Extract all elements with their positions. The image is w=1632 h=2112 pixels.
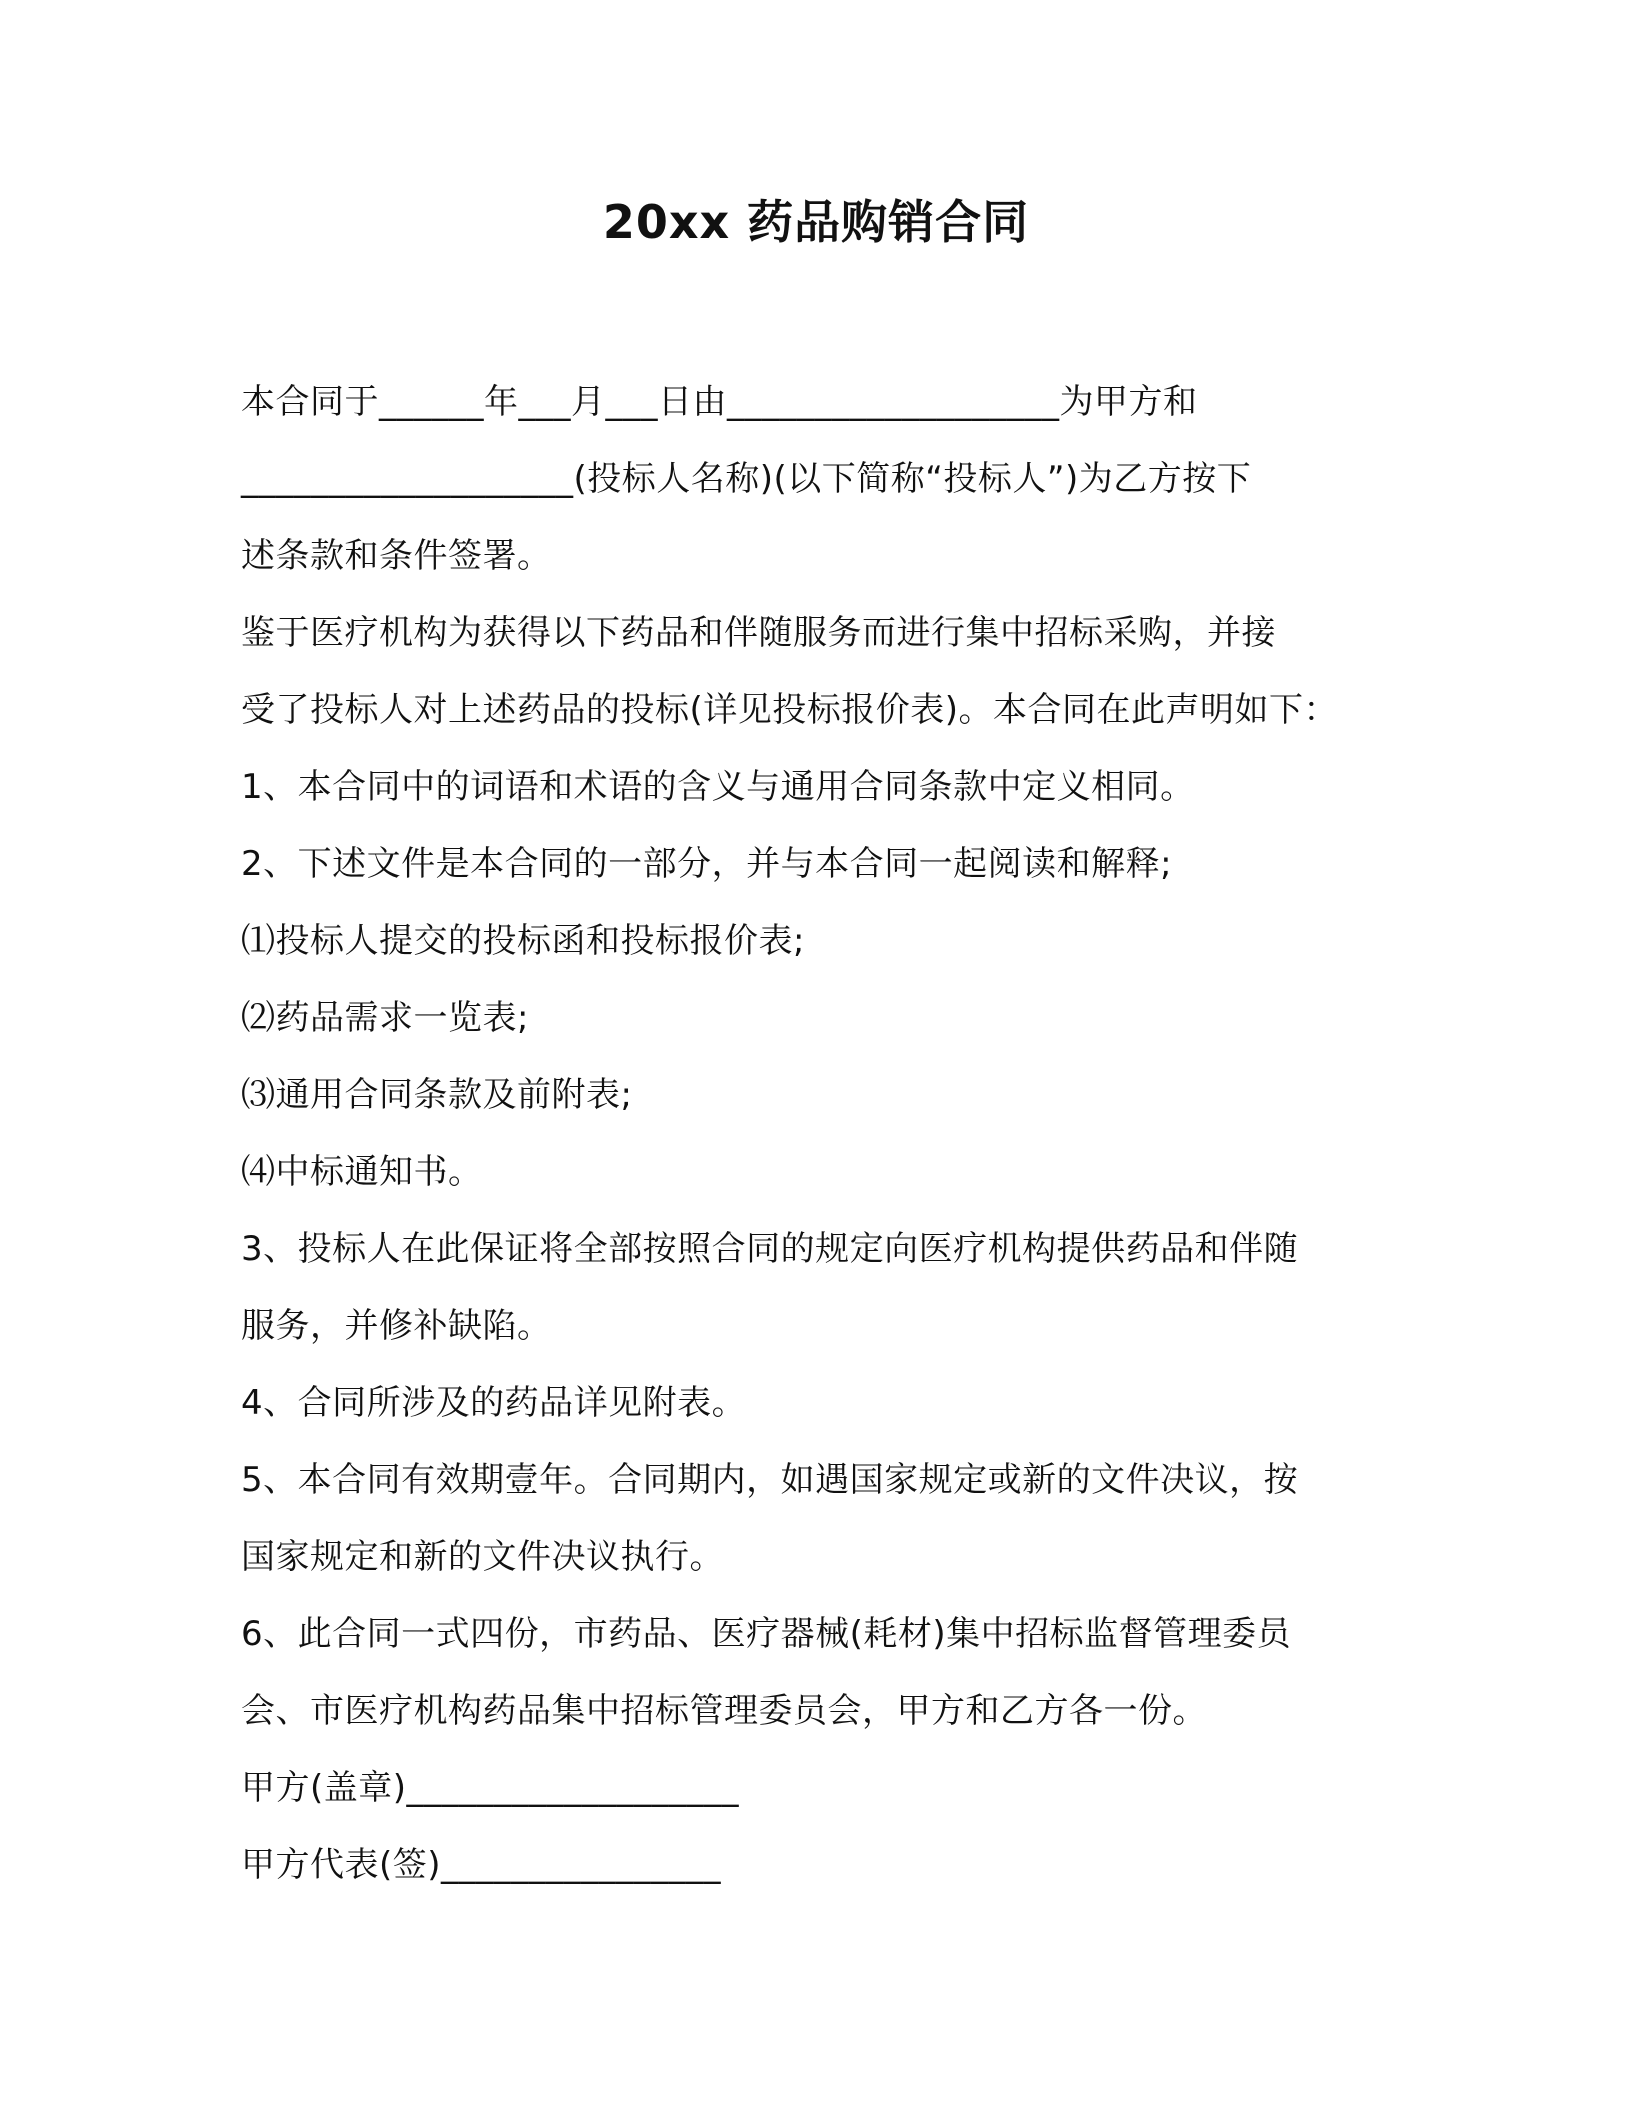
document-body — [241, 364, 1401, 1904]
clause-6-line-1: 6、此合同一式四份，市药品、医疗器械(耗材)集中招标监督管理委员 — [241, 1614, 1292, 1654]
clause-4: 4、合同所涉及的药品详见附表。 — [241, 1383, 747, 1423]
preamble-line-1: 鉴于医疗机构为获得以下药品和伴随服务而进行集中招标采购，并接 — [241, 613, 1276, 653]
intro-line-2: ___________________(投标人名称)(以下简称“投标人”)为乙方按下 — [241, 459, 1252, 499]
intro-line-1: 本合同于______年___月___日由___________________为甲方和 — [241, 382, 1198, 422]
clause-6-line-2: 会、市医疗机构药品集中招标管理委员会，甲方和乙方各一份。 — [241, 1691, 1207, 1731]
clause-2-item-4: ⑷中标通知书。 — [241, 1152, 483, 1192]
clause-5-line-2: 国家规定和新的文件决议执行。 — [241, 1537, 724, 1577]
clause-2-item-3: ⑶通用合同条款及前附表; — [241, 1075, 633, 1115]
intro-line-3: 述条款和条件签署。 — [241, 536, 552, 576]
clause-5-line-1: 5、本合同有效期壹年。合同期内，如遇国家规定或新的文件决议，按 — [241, 1460, 1299, 1500]
document-title: 20xx 药品购销合同 — [602, 195, 1030, 249]
clause-2-item-2: ⑵药品需求一览表; — [241, 998, 529, 1038]
preamble-line-2: 受了投标人对上述药品的投标(详见投标报价表)。本合同在此声明如下： — [241, 690, 1339, 730]
party-a-representative-line: 甲方代表(签)________________ — [241, 1845, 722, 1885]
clause-2: 2、下述文件是本合同的一部分，并与本合同一起阅读和解释; — [241, 844, 1173, 884]
party-a-seal-line: 甲方(盖章)___________________ — [241, 1768, 740, 1808]
clause-3-line-1: 3、投标人在此保证将全部按照合同的规定向医疗机构提供药品和伴随 — [241, 1229, 1299, 1269]
clause-2-item-1: ⑴投标人提交的投标函和投标报价表; — [241, 921, 805, 961]
clause-3-line-2: 服务，并修补缺陷。 — [241, 1306, 552, 1346]
clause-1: 1、本合同中的词语和术语的含义与通用合同条款中定义相同。 — [241, 767, 1195, 807]
